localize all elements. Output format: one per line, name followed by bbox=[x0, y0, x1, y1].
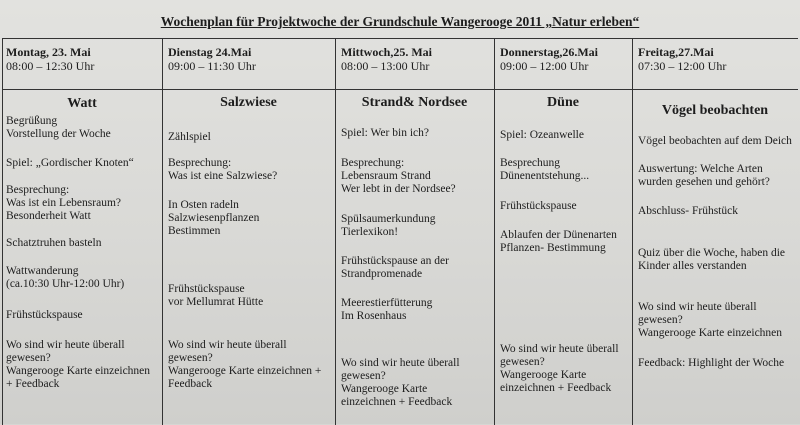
day-time: 09:00 – 11:30 Uhr bbox=[168, 59, 256, 73]
header-divider bbox=[2, 89, 798, 90]
day-time: 09:00 – 12:00 Uhr bbox=[500, 59, 589, 73]
schedule-item: Frühstückspause bbox=[500, 200, 577, 212]
day-theme: Salzwiese bbox=[220, 95, 277, 110]
schedule-item: Wo sind wir heute überall gewesen? Wangerooge Karte einzeichnen + Feedback bbox=[341, 357, 460, 408]
day-theme: Düne bbox=[547, 95, 579, 110]
schedule-item: Meerestierfütterung Im Rosenhaus bbox=[341, 297, 433, 322]
schedule-item: Begrüßung Vorstellung der Woche bbox=[6, 115, 111, 140]
schedule-item: Wo sind wir heute überall gewesen? Wangerooge Karte einzeichnen bbox=[638, 301, 783, 339]
day-header: Donnerstag,26.Mai bbox=[500, 45, 598, 59]
schedule-item: Besprechung: Lebensraum Strand Wer lebt in der Nordsee? bbox=[341, 157, 456, 195]
schedule-item: Wo sind wir heute überall gewesen? Wangerooge Karte einzeichnen + Feedback bbox=[500, 343, 619, 394]
schedule-item: Frühstückspause bbox=[6, 309, 83, 321]
day-header: Montag, 23. Mai bbox=[6, 45, 91, 59]
day-time: 07:30 – 12:00 Uhr bbox=[638, 59, 727, 73]
schedule-item: Frühstückspause vor Mellumrat Hütte bbox=[168, 283, 264, 308]
schedule-item: Spiel: „Gordischer Knoten“ bbox=[6, 157, 134, 169]
schedule-item: Frühstückspause an der Strandpromenade bbox=[341, 255, 449, 280]
schedule-item: Zählspiel bbox=[168, 131, 211, 143]
day-time: 08:00 – 12:30 Uhr bbox=[6, 59, 95, 73]
schedule-item: Abschluss- Frühstück bbox=[638, 205, 738, 217]
schedule-item: Wattwanderung (ca.10:30 Uhr-12:00 Uhr) bbox=[6, 265, 125, 290]
schedule-item: Quiz über die Woche, haben die Kinder alles verstanden bbox=[638, 247, 786, 272]
schedule-item: Ablaufen der Dünenarten Pflanzen- Bestimmung bbox=[500, 229, 617, 254]
day-header: Freitag,27.Mai bbox=[638, 45, 714, 59]
schedule-table bbox=[2, 38, 798, 425]
schedule-item: Besprechung: Was ist ein Lebensraum? Besonderheit Watt bbox=[6, 184, 121, 222]
day-theme: Vögel beobachten bbox=[661, 103, 769, 118]
schedule-item: Spiel: Wer bin ich? bbox=[341, 127, 429, 139]
schedule-item: Auswertung: Welche Arten wurden gesehen und gehört? bbox=[638, 163, 770, 188]
schedule-item: Vögel beobachten auf dem Deich bbox=[638, 135, 792, 147]
page-title: Wochenplan für Projektwoche der Grundschule Wangerooge 2011 „Natur erleben“ bbox=[160, 14, 640, 29]
schedule-item: Spiel: Ozeanwelle bbox=[500, 129, 584, 141]
schedule-item: Schatztruhen basteln bbox=[6, 237, 102, 249]
schedule-item: Besprechung: Was ist eine Salzwiese? bbox=[168, 157, 278, 182]
day-theme: Watt bbox=[67, 96, 97, 111]
schedule-item: In Osten radeln Salzwiesenpflanzen Bestimmen bbox=[168, 199, 260, 237]
day-header: Dienstag 24.Mai bbox=[168, 45, 252, 59]
day-theme: Strand& Nordsee bbox=[361, 95, 468, 110]
schedule-item: Feedback: Highlight der Woche bbox=[638, 357, 785, 369]
schedule-item: Spülsaumerkundung Tierlexikon! bbox=[341, 213, 436, 238]
day-time: 08:00 – 13:00 Uhr bbox=[341, 59, 430, 73]
column-divider bbox=[632, 39, 633, 425]
schedule-item: Besprechung Dünenentstehung... bbox=[500, 157, 590, 182]
day-header: Mittwoch,25. Mai bbox=[341, 45, 432, 59]
schedule-item: Wo sind wir heute überall gewesen? Wangerooge Karte einzeichnen + Feedback bbox=[6, 339, 151, 390]
schedule-item: Wo sind wir heute überall gewesen? Wangerooge Karte einzeichnen + Feedback bbox=[168, 339, 322, 390]
